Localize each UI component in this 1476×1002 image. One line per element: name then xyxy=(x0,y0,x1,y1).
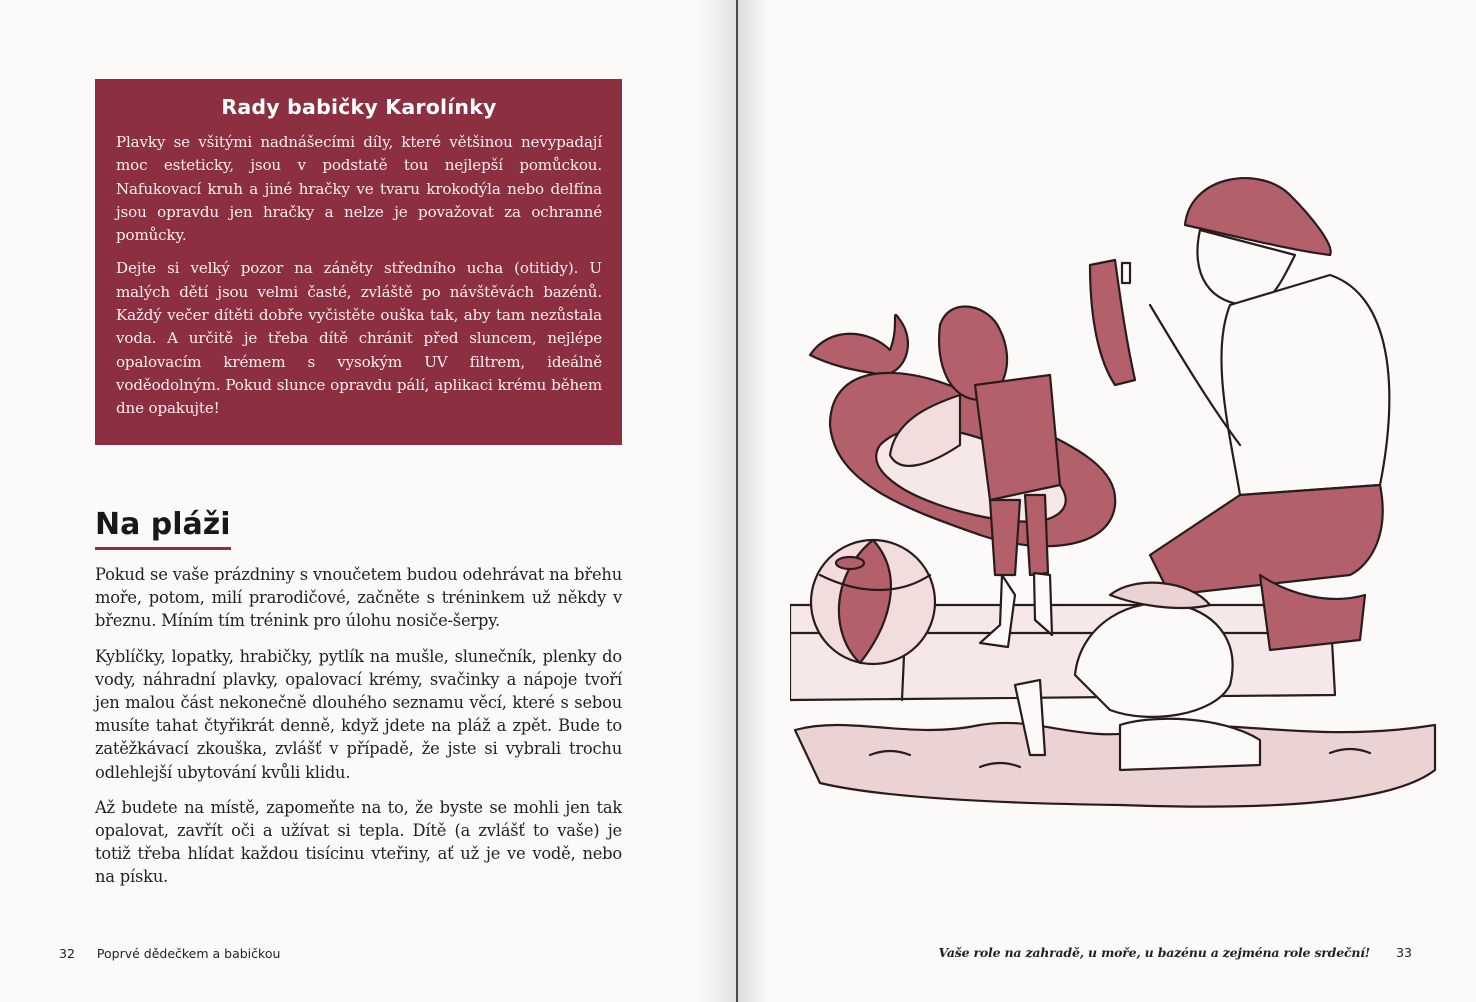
page-number: 32 xyxy=(59,946,75,961)
grandfather xyxy=(1090,178,1389,650)
tip-box-title: Rady babičky Karolínky xyxy=(221,95,497,119)
body-paragraph: Kyblíčky, lopatky, hrabičky, pytlík na mušle, slunečník, plenky do vody, náhradní plavky, opalovací krémy, svačinky a nápoje tvoří jen malou část nekonečně dlouhého seznamu věcí, které s sebou musíte tahat čtyřikrát denně, když jdete na pláž a zpět. Bude to zatěžkávací zkouška, zvlášť v případě, že jste si vybrali trochu odlehlejší ubytování kvůli klidu. xyxy=(95,646,622,782)
left-footer xyxy=(59,946,280,961)
spine-shadow-right xyxy=(738,0,768,1002)
page-number: 33 xyxy=(1396,945,1412,960)
beach-pool-illustration xyxy=(790,155,1440,815)
body-text xyxy=(95,563,622,901)
tip-box-paragraph: Dejte si velký pozor na záněty středního ucha (otitidy). U malých dětí jsou velmi časté, zvláště po návštěvách bazénů. Každý večer dítěti dobře vyčistěte ouška tak, aby tam nezůstala voda. A určitě je třeba dítě chránit před sluncem, nejlépe opalovacím krémem s vysokým UV filtrem, ideálně voděodolným. Pokud slunce opravdu pálí, aplikaci krému během dne opakujte! xyxy=(116,259,602,418)
water xyxy=(795,723,1435,807)
tip-box-paragraph: Plavky se všitými nadnášecími díly, které většinou nevypadají moc esteticky, jsou v podstatě tou nejlepší pomůckou. Nafukovací kruh a jiné hračky ve tvaru krokodýla nebo delfína jsou opravdu jen hračky a nelze je považovat za ochranné pomůcky. xyxy=(116,133,602,245)
beach-ball xyxy=(811,540,935,664)
spine xyxy=(736,0,738,1002)
body-paragraph: Až budete na místě, zapomeňte na to, že byste se mohli jen tak opalovat, zavřít oči a užívat si tepla. Dítě (a zvlášť to vaše) je totiž třeba hlídat každou tisícinu vteřiny, ať už je ve vodě, nebo na písku. xyxy=(95,797,622,887)
spine-shadow-left xyxy=(698,0,738,1002)
body-paragraph: Pokud se vaše prázdniny s vnoučetem budou odehrávat na břehu moře, potom, milí prarodičové, začněte s tréninkem už někdy v březnu. Míním tím trénink pro úlohu nosiče-šerpy. xyxy=(95,565,622,631)
right-footer xyxy=(939,945,1412,960)
tip-box xyxy=(95,79,622,445)
section-heading: Na pláži xyxy=(95,507,231,550)
running-motto: Vaše role na zahradě, u moře, u bazénu a zejména role srdeční! xyxy=(938,945,1371,960)
running-title: Poprvé dědečkem a babičkou xyxy=(96,946,281,961)
